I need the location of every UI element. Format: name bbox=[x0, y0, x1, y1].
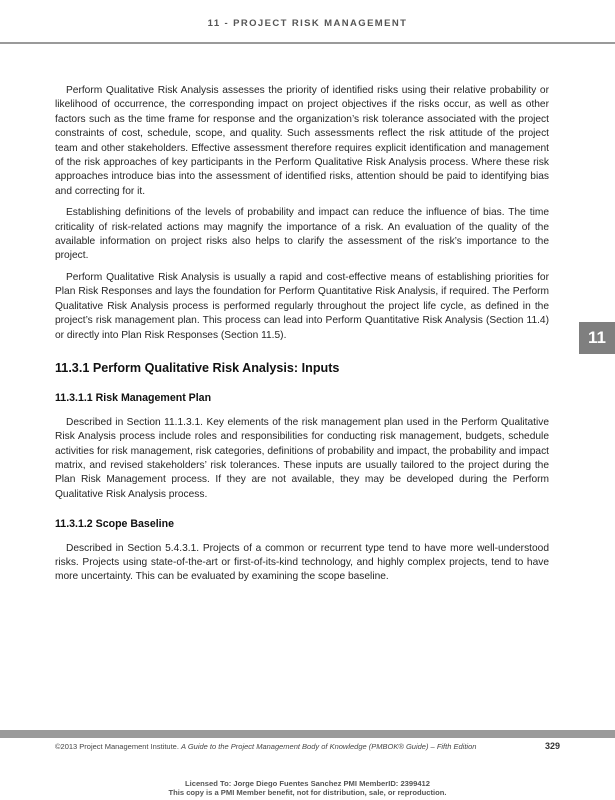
page-header bbox=[0, 0, 615, 44]
section-heading: 11.3.1 Perform Qualitative Risk Analysis: Inputs bbox=[55, 360, 340, 375]
running-head: 11 - PROJECT RISK MANAGEMENT bbox=[207, 18, 408, 29]
paragraph-scope-baseline: Described in Section 5.4.3.1. Projects of a common or recurrent type tend to have more well-understood risks. Projects using state-of-the-art or first-of-its-kind technology, and highly complex projects, tend to have more uncertainty. This can be evaluated by examining the scope baseline. bbox=[55, 542, 549, 583]
paragraph-risk-plan: Described in Section 11.1.3.1. Key elements of the risk management plan used in the Perform Qualitative Risk Analysis process include roles and responsibilities for conducting risk management, budgets, schedule activities for risk management, risk categories, definitions of probability and impact, the probability and impact matrix, and revised stakeholders’ risk tolerances. These inputs are usually tailored to the project during the Plan Risk Management process. If they are not available, they may be developed during the Perform Qualitative Risk Analysis process. bbox=[55, 416, 549, 500]
license-notice bbox=[0, 779, 615, 797]
paragraph-intro: Perform Qualitative Risk Analysis assesses the priority of identified risks using their relative probability or likelihood of occurrence, the corresponding impact on project objectives if the risks occur, as well as other factors such as the time frame for response and the organization’s risk tolerance associated with the project constraints of cost, schedule, scope, and quality. Such assessments reflect the risk attitude of the project team and other stakeholders. Effective assessment therefore requires explicit identification and management of the risk approaches of key participants in the Perform Qualitative Risk Analysis process. Where these risk approaches introduce bias into the assessment of identified risks, attention should be paid to identifying bias and correcting for it. bbox=[55, 85, 549, 197]
chapter-tab: 11 bbox=[579, 322, 615, 354]
copyright-title: A Guide to the Project Management Body of Knowledge (PMBOK® Guide) – Fifth Edition bbox=[181, 742, 477, 751]
license-line-1: Licensed To: Jorge Diego Fuentes Sanchez PMI MemberID: 2399412 bbox=[184, 779, 431, 788]
footer-copyright bbox=[55, 742, 476, 751]
copyright-prefix: ©2013 Project Management Institute. bbox=[55, 742, 182, 751]
page-number: 329 bbox=[544, 741, 560, 751]
page-body bbox=[55, 84, 549, 592]
paragraph-bias: Establishing definitions of the levels of probability and impact can reduce the influence of bias. The time criticality of risk-related actions may magnify the importance of a risk. An evaluation of the quality of the available information on project risks also helps to clarify the assessment of the risk’s importance to the project. bbox=[55, 207, 549, 262]
subsection-heading-risk-plan: 11.3.1.1 Risk Management Plan bbox=[55, 392, 212, 405]
subsection-heading-scope-baseline: 11.3.1.2 Scope Baseline bbox=[55, 518, 174, 531]
paragraph-process: Perform Qualitative Risk Analysis is usually a rapid and cost-effective means of establishing priorities for Plan Risk Responses and lays the foundation for Perform Quantitative Risk Analysis, if required. The Perform Qualitative Risk Analysis process is performed regularly throughout the project life cycle, as defined in the project’s risk management plan. This process can lead into Perform Quantitative Risk Analysis (Section 11.4) or directly into Plan Risk Responses (Section 11.5). bbox=[55, 271, 549, 341]
license-line-2: This copy is a PMI Member benefit, not for distribution, sale, or reproduction. bbox=[168, 788, 447, 797]
footer-rule bbox=[0, 730, 615, 738]
